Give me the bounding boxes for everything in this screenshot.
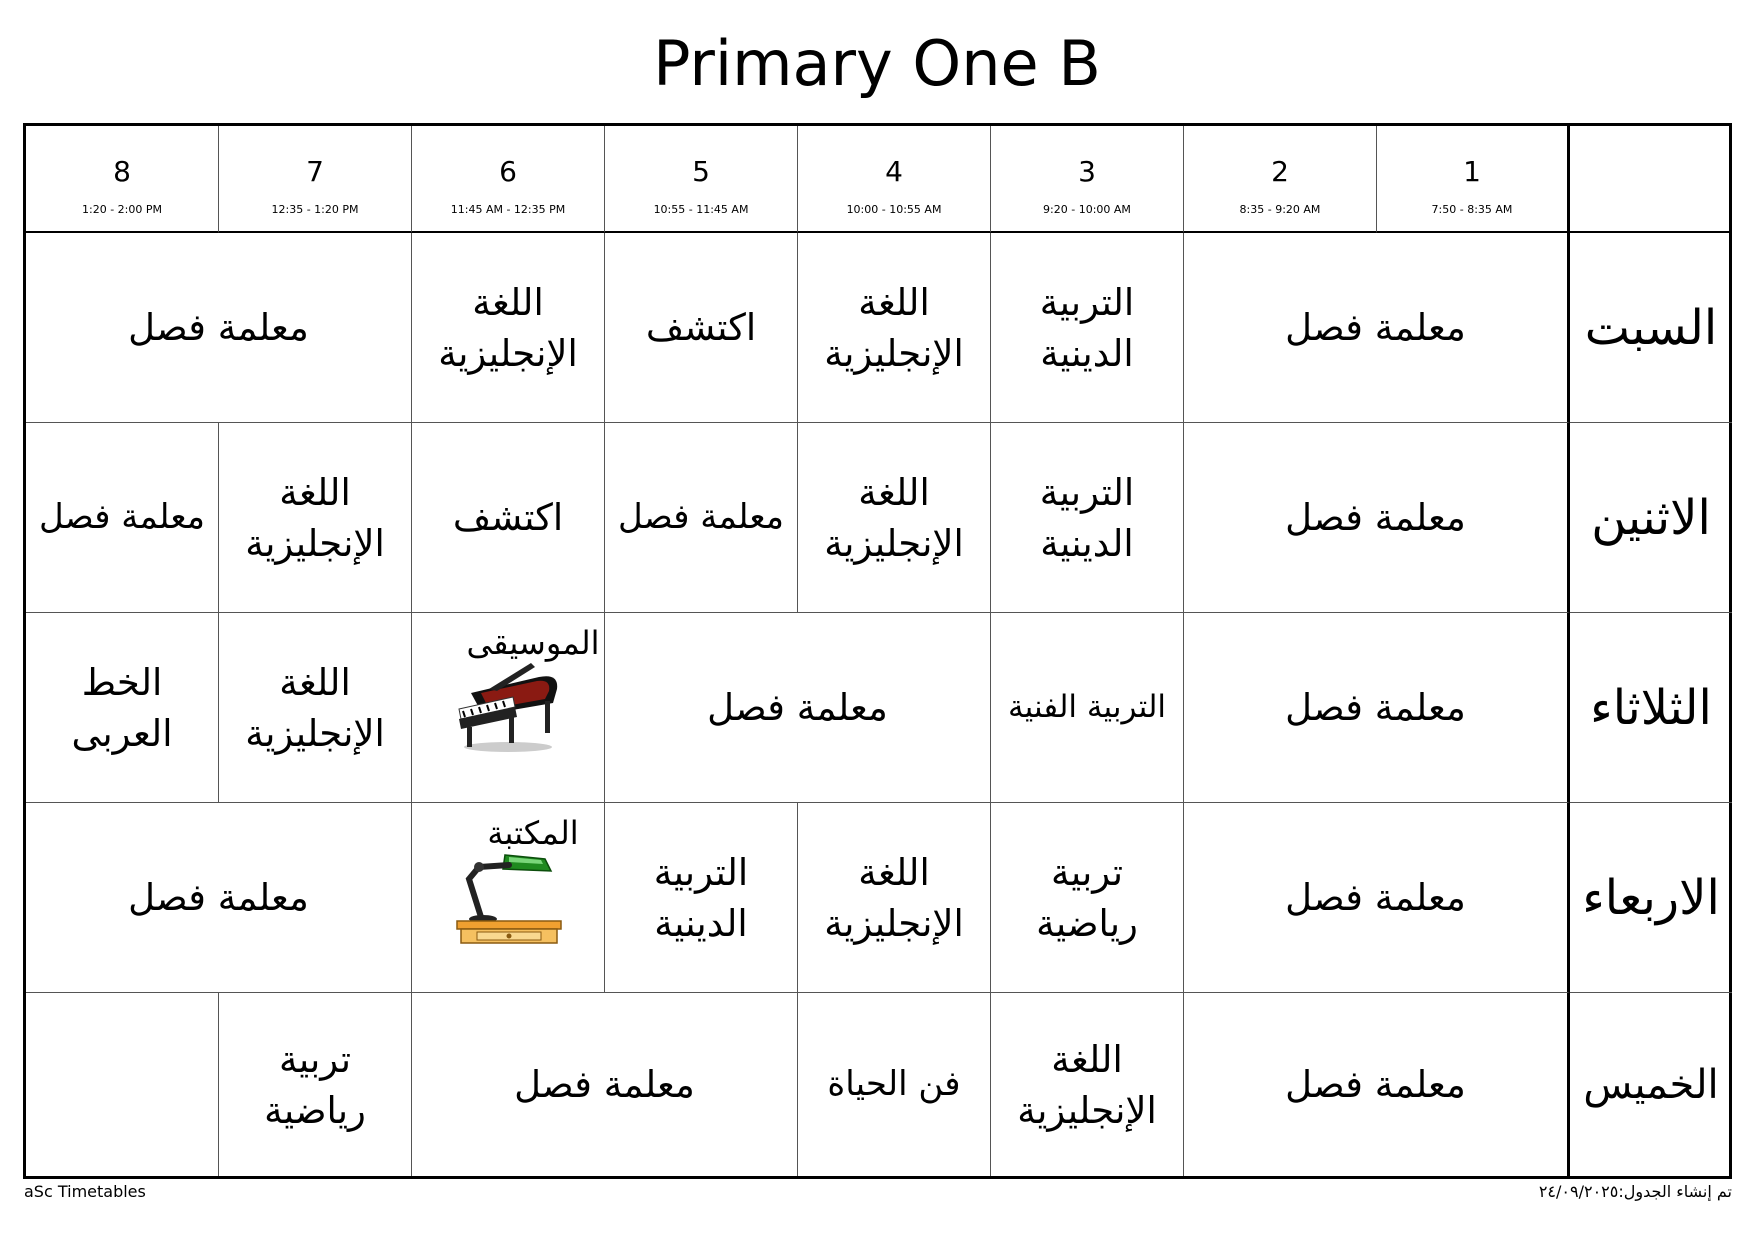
lesson-subject: معلمة فصل: [128, 876, 309, 919]
period-header-2: [1184, 126, 1377, 233]
lesson-subject: الخط العربى: [71, 660, 173, 755]
footer-generated-date: تم إنشاء الجدول:٢٤/٠٩/٢٠٢٥: [1538, 1182, 1732, 1201]
lesson-cell: [605, 423, 798, 613]
lesson-subject: الموسيقى: [466, 624, 600, 662]
lesson-subject: التربية الدينية: [653, 850, 749, 945]
lesson-subject: اللغة الإنجليزية: [1017, 1037, 1157, 1132]
piano-icon: [453, 659, 563, 755]
lesson-cell: [991, 233, 1184, 423]
day-label-thursday: الخميس: [1583, 1061, 1719, 1108]
period-number: 3: [1078, 154, 1096, 188]
lesson-cell: [798, 423, 991, 613]
lesson-subject: اللغة الإنجليزية: [245, 660, 385, 755]
period-header-8: [26, 126, 219, 233]
lesson-subject: معلمة فصل: [1285, 1063, 1466, 1106]
lesson-subject: معلمة فصل: [38, 497, 206, 537]
lesson-subject: معلمة فصل: [1285, 876, 1466, 919]
lesson-cell: [798, 993, 991, 1176]
period-time: 10:00 - 10:55 AM: [846, 202, 942, 216]
period-number: 4: [885, 154, 903, 188]
lesson-subject: معلمة فصل: [1285, 306, 1466, 349]
lesson-cell: [605, 803, 798, 993]
period-time: 7:50 - 8:35 AM: [1431, 202, 1513, 216]
lesson-cell: [798, 803, 991, 993]
lesson-subject: معلمة فصل: [1285, 686, 1466, 729]
lesson-subject: معلمة فصل: [617, 497, 785, 537]
lesson-subject: معلمة فصل: [1285, 496, 1466, 539]
lesson-subject: التربية الفنية: [1007, 689, 1167, 725]
period-time: 11:45 AM - 12:35 PM: [450, 202, 566, 216]
lesson-subject: تربية رياضية: [264, 1037, 366, 1132]
desk-lamp-icon: [453, 849, 563, 945]
period-time: 8:35 - 9:20 AM: [1239, 202, 1321, 216]
period-time: 1:20 - 2:00 PM: [82, 202, 162, 216]
period-time: 9:20 - 10:00 AM: [1043, 202, 1131, 216]
lesson-subject: اكتشف: [452, 496, 564, 539]
lesson-cell: [1184, 233, 1570, 423]
lesson-subject: معلمة فصل: [514, 1063, 695, 1106]
day-label-saturday: السبت: [1570, 233, 1732, 423]
lesson-cell: [219, 423, 412, 613]
lesson-cell: [1184, 613, 1570, 803]
lesson-cell: [1184, 993, 1570, 1176]
lesson-cell: [605, 233, 798, 423]
lesson-cell: [991, 993, 1184, 1176]
period-number: 2: [1271, 154, 1289, 188]
period-header-3: [991, 126, 1184, 233]
lesson-cell: [26, 423, 219, 613]
page-title: Primary One B: [653, 27, 1101, 100]
lesson-cell: [412, 423, 605, 613]
lesson-cell: [26, 613, 219, 803]
lesson-subject: التربية الدينية: [1039, 280, 1135, 375]
lesson-cell: [991, 423, 1184, 613]
lesson-subject: اللغة الإنجليزية: [245, 470, 385, 565]
lesson-subject: المكتبة: [487, 814, 579, 852]
period-number: 6: [499, 154, 517, 188]
empty-lesson-cell: [26, 993, 219, 1176]
lesson-subject: اللغة الإنجليزية: [824, 470, 964, 565]
lesson-cell: [412, 803, 605, 993]
period-time: 10:55 - 11:45 AM: [653, 202, 749, 216]
lesson-cell: [991, 803, 1184, 993]
day-label-monday: الاثنين: [1570, 423, 1732, 613]
lesson-cell: [412, 233, 605, 423]
period-header-7: [219, 126, 412, 233]
lesson-cell: [798, 233, 991, 423]
lesson-subject: اللغة الإنجليزية: [824, 850, 964, 945]
lesson-subject: اكتشف: [645, 306, 757, 349]
lesson-cell: [26, 233, 412, 423]
lesson-subject: معلمة فصل: [707, 686, 888, 729]
lesson-cell: [412, 613, 605, 803]
footer-brand: aSc Timetables: [24, 1182, 146, 1201]
corner-cell: [1570, 126, 1732, 233]
period-header-1: [1377, 126, 1570, 233]
period-number: 5: [692, 154, 710, 188]
period-header-4: [798, 126, 991, 233]
lesson-subject: معلمة فصل: [128, 306, 309, 349]
period-time: 12:35 - 1:20 PM: [271, 202, 359, 216]
lesson-cell: [1184, 803, 1570, 993]
day-label-wednesday: الاربعاء: [1570, 803, 1732, 993]
lesson-subject: اللغة الإنجليزية: [824, 280, 964, 375]
lesson-subject: تربية رياضية: [1036, 850, 1138, 945]
timetable-grid: [23, 123, 1732, 1179]
lesson-subject: اللغة الإنجليزية: [438, 280, 578, 375]
lesson-cell: [219, 993, 412, 1176]
lesson-cell: [219, 613, 412, 803]
lesson-subject: فن الحياة: [827, 1064, 961, 1104]
period-number: 7: [306, 154, 324, 188]
lesson-cell: [1184, 423, 1570, 613]
lesson-cell: [991, 613, 1184, 803]
lesson-subject: التربية الدينية: [1039, 470, 1135, 565]
period-number: 8: [113, 154, 131, 188]
period-header-6: [412, 126, 605, 233]
day-label-tuesday: الثلاثاء: [1570, 613, 1732, 803]
period-header-5: [605, 126, 798, 233]
lesson-cell: [605, 613, 991, 803]
lesson-cell: [412, 993, 798, 1176]
lesson-cell: [26, 803, 412, 993]
period-number: 1: [1463, 154, 1481, 188]
